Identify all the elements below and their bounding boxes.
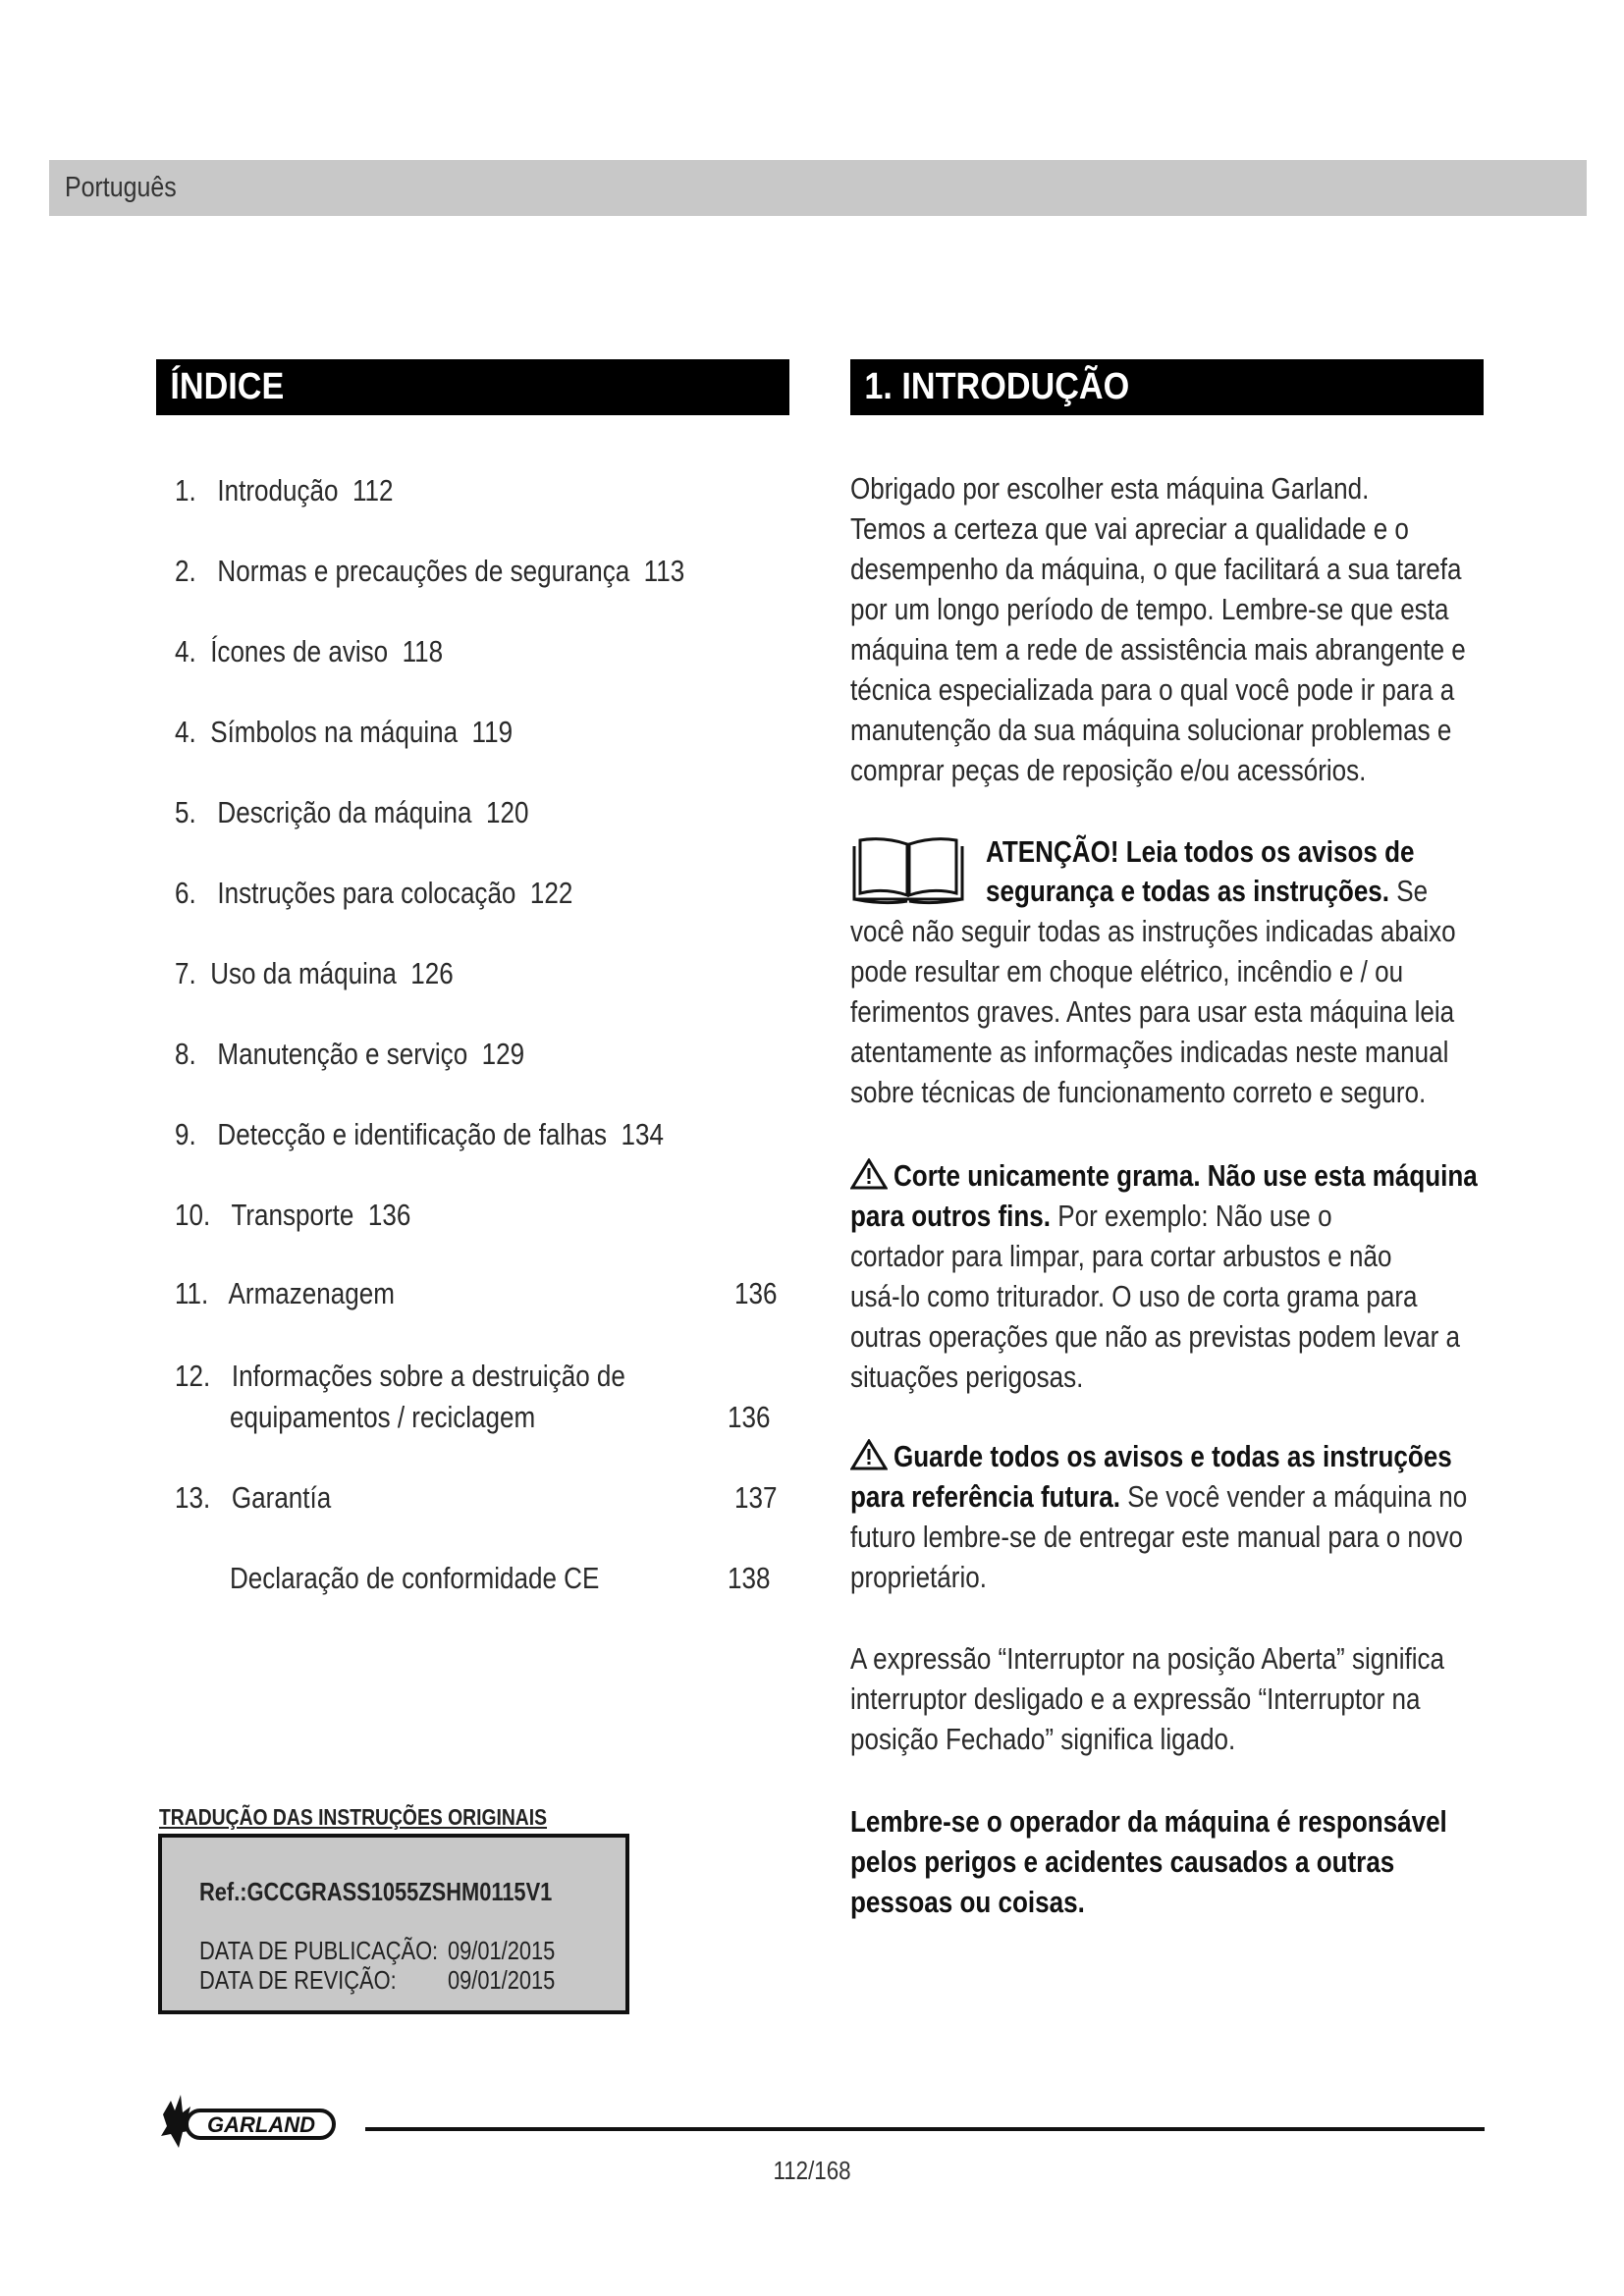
- read-manual-icon: [850, 836, 966, 907]
- intro-paragraph-line: técnica especializada para o qual você pode ir para a: [850, 672, 1455, 707]
- expression-line: A expressão “Interruptor na posição Aberta” significa: [850, 1641, 1445, 1676]
- intro-heading: [850, 359, 1484, 415]
- cut-grass-heading: Corte unicamente grama. Não use esta máquina: [893, 1158, 1478, 1193]
- cut-grass-line: situações perigosas.: [850, 1360, 1084, 1394]
- keep-instructions-tail: Se você vender a máquina no: [1119, 1479, 1468, 1514]
- toc-item[interactable]: 5. Descrição da máquina 120: [175, 795, 529, 829]
- toc-item[interactable]: 13. Garantía 137: [175, 1480, 778, 1515]
- keep-instructions-line: proprietário.: [850, 1560, 987, 1594]
- reference-box: [158, 1834, 629, 2014]
- attention-heading-cont: segurança e todas as instruções.: [986, 874, 1390, 908]
- cut-grass-line: outras operações que não as previstas podem levar a: [850, 1319, 1460, 1354]
- intro-paragraph-line: máquina tem a rede de assistência mais abrangente e: [850, 632, 1466, 667]
- toc-item[interactable]: 12. Informações sobre a destruição de: [175, 1359, 625, 1393]
- attention-tail: Se: [1389, 874, 1429, 908]
- svg-text:GARLAND: GARLAND: [207, 2112, 315, 2137]
- toc-heading-text: ÍNDICE: [170, 366, 285, 407]
- attention-line: pode resultar em choque elétrico, incêndio e / ou: [850, 954, 1404, 988]
- cut-grass-line: cortador para limpar, para cortar arbustos e não: [850, 1239, 1392, 1273]
- responsibility-line: pelos perigos e acidentes causados a outras: [850, 1844, 1395, 1879]
- toc-item[interactable]: 1. Introdução 112: [175, 473, 394, 507]
- warning-icon: [850, 1158, 888, 1190]
- cut-grass-line: usá-lo como triturador. O uso de corta grama para: [850, 1279, 1418, 1313]
- garland-logo: [157, 2087, 339, 2158]
- attention-heading: ATENÇÃO! Leia todos os avisos de: [986, 834, 1415, 869]
- publication-date-value: 09/01/2015: [448, 1936, 556, 1965]
- cut-grass-tail: Por exemplo: Não use o: [1051, 1199, 1332, 1233]
- toc-heading: [156, 359, 789, 415]
- toc-item-continued[interactable]: equipamentos / reciclagem 136: [230, 1400, 771, 1434]
- toc-item[interactable]: Declaração de conformidade CE 138: [230, 1561, 771, 1595]
- toc-item[interactable]: 4. Ícones de aviso 118: [175, 634, 444, 668]
- revision-date-label: DATA DE REVIÇÃO:: [199, 1965, 397, 1995]
- keep-instructions-line: futuro lembre-se de entregar este manual para o novo: [850, 1520, 1463, 1554]
- toc-item[interactable]: 11. Armazenagem 136: [175, 1276, 778, 1310]
- intro-paragraph-line: desempenho da máquina, o que facilitará a sua tarefa: [850, 552, 1462, 586]
- footer-rule: [365, 2127, 1485, 2131]
- expression-line: interruptor desligado e a expressão “Interruptor na: [850, 1682, 1421, 1716]
- language-label: Português: [65, 172, 177, 203]
- toc-item[interactable]: 9. Detecção e identificação de falhas 134: [175, 1117, 665, 1151]
- reference-code: Ref.:GCCGRASS1055ZSHM0115V1: [199, 1877, 553, 1906]
- translation-notice: TRADUÇÃO DAS INSTRUÇÕES ORIGINAIS: [159, 1804, 548, 1830]
- attention-line: atentamente as informações indicadas neste manual: [850, 1035, 1449, 1069]
- toc-item[interactable]: 6. Instruções para colocação 122: [175, 876, 573, 910]
- expression-line: posição Fechado” significa ligado.: [850, 1722, 1236, 1756]
- intro-paragraph-line: por um longo período de tempo. Lembre-se que esta: [850, 592, 1449, 626]
- language-bar: [49, 160, 1587, 216]
- intro-heading-text: 1. INTRODUÇÃO: [864, 366, 1130, 407]
- warning-icon: [850, 1439, 888, 1470]
- toc-item[interactable]: 7. Uso da máquina 126: [175, 956, 454, 990]
- attention-line: sobre técnicas de funcionamento correto e seguro.: [850, 1075, 1427, 1109]
- revision-date-value: 09/01/2015: [448, 1965, 556, 1995]
- attention-line: ferimentos graves. Antes para usar esta máquina leia: [850, 994, 1455, 1029]
- publication-date-label: DATA DE PUBLICAÇÃO:: [199, 1936, 439, 1965]
- page-number-text: 112/168: [773, 2156, 851, 2185]
- page-number: [0, 2156, 1624, 2186]
- toc-item[interactable]: 2. Normas e precauções de segurança 113: [175, 554, 685, 588]
- intro-paragraph-line: manutenção da sua máquina solucionar problemas e: [850, 713, 1452, 747]
- responsibility-line: pessoas ou coisas.: [850, 1885, 1085, 1919]
- attention-line: você não seguir todas as instruções indicadas abaixo: [850, 914, 1456, 948]
- toc-item[interactable]: 4. Símbolos na máquina 119: [175, 715, 514, 749]
- intro-paragraph-line: Temos a certeza que vai apreciar a qualidade e o: [850, 511, 1409, 546]
- intro-paragraph-line: comprar peças de reposição e/ou acessórios.: [850, 753, 1367, 787]
- keep-instructions-heading: Guarde todos os avisos e todas as instruções: [893, 1439, 1452, 1473]
- cut-grass-heading-cont: para outros fins.: [850, 1199, 1052, 1233]
- toc-item[interactable]: 10. Transporte 136: [175, 1198, 411, 1232]
- keep-instructions-heading-cont: para referência futura.: [850, 1479, 1120, 1514]
- toc-item[interactable]: 8. Manutenção e serviço 129: [175, 1037, 525, 1071]
- responsibility-line: Lembre-se o operador da máquina é responsável: [850, 1804, 1447, 1839]
- intro-paragraph-line: Obrigado por escolher esta máquina Garland.: [850, 471, 1370, 506]
